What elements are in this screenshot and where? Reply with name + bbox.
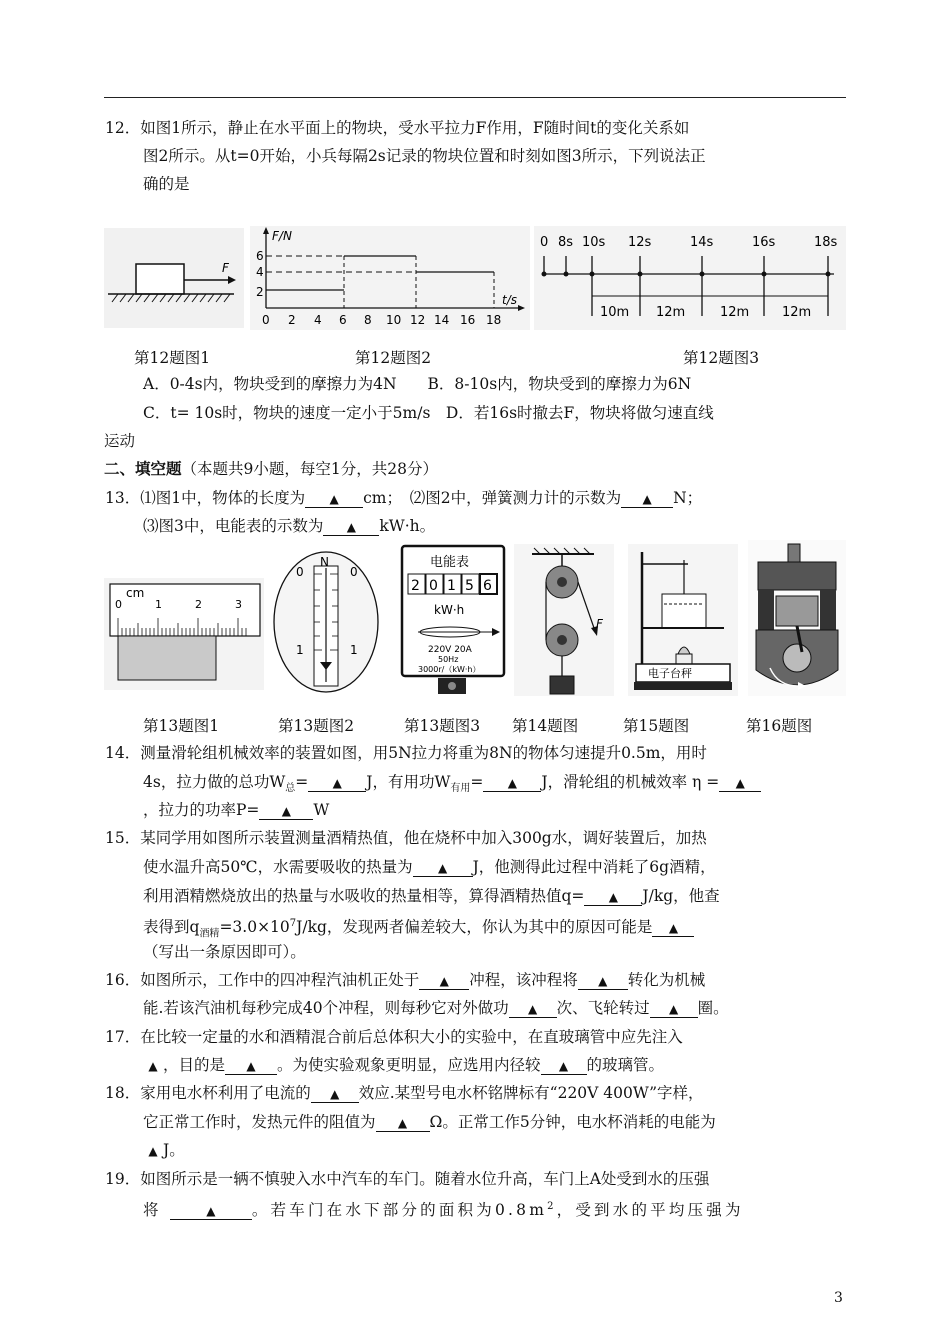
meter-rating: 220V 20A xyxy=(428,645,472,655)
distance-label: 12m xyxy=(782,305,812,320)
time-label: 12s xyxy=(628,235,652,250)
ruler-tick: 3 xyxy=(235,598,242,611)
beaker xyxy=(662,594,706,628)
force-label: F xyxy=(222,261,229,275)
xtick: 14 xyxy=(434,313,450,327)
caption-q16-fig: 第16题图 xyxy=(746,717,813,735)
xtick: 10 xyxy=(386,313,402,327)
q12-figure3 xyxy=(534,226,846,330)
q13-blank-spring[interactable]: ▲ xyxy=(621,490,673,508)
q16-line1 xyxy=(105,970,705,990)
q15-text: =3.0×10 xyxy=(219,918,290,937)
q18-text: 它正常工作时，发热元件的阻值为 xyxy=(143,1113,376,1131)
caption-q12-fig2: 第12题图2 xyxy=(355,349,432,367)
q14-line2 xyxy=(143,772,761,799)
q17-blank-diameter[interactable]: ▲ xyxy=(541,1057,587,1075)
meter-unit: kW·h xyxy=(434,603,465,617)
caption-q15-fig: 第15题图 xyxy=(623,717,690,735)
q18-text: Ω。正常工作5分钟，电水杯消耗的电能为 xyxy=(429,1113,716,1131)
q18-text: 效应.某型号电水杯铭牌标有“220V 400W”字样， xyxy=(358,1084,704,1102)
ytick-6: 6 xyxy=(256,249,264,263)
page-number: 3 xyxy=(834,1290,843,1306)
q18-line3 xyxy=(143,1140,185,1160)
q17-line1: 17．在比较一定量的水和酒精混合前后总体积大小的实验中，在直玻璃管中应先注入 xyxy=(105,1028,683,1046)
q13-ruler-figure xyxy=(104,578,264,690)
q15-text: J/kg，发现两者偏差较大，你认为其中的原因可能是 xyxy=(296,918,653,937)
q12-options-ab: A．0-4s内，物块受到的摩擦力为4N B．8-10s内，物块受到的摩擦力为6N xyxy=(143,375,692,393)
xtick: 8 xyxy=(364,313,372,327)
q16-text: 能.若该汽油机每秒完成40个冲程，则每秒它对外做功 xyxy=(143,999,509,1017)
q14-pulley-figure xyxy=(514,544,614,696)
q19-text: ，受到水的平均压强为 xyxy=(556,1201,744,1220)
q12-options-cont: 运动 xyxy=(104,432,136,450)
q15-text: J，他测得此过程中消耗了6g酒精， xyxy=(472,858,716,876)
q18-line2 xyxy=(143,1112,716,1132)
spring-top-label: N xyxy=(320,555,329,569)
q16-engine-figure xyxy=(748,540,846,696)
q18-text: J。 xyxy=(163,1141,185,1159)
ytick-2: 2 xyxy=(256,285,264,299)
q16-blank-energy[interactable]: ▲ xyxy=(578,972,628,990)
q15-text: 表得到q xyxy=(143,918,200,937)
section2-title: 二、填空题 xyxy=(104,459,182,478)
q14-line1: 14．测量滑轮组机械效率的装置如图，用5N拉力将重为8N的物体匀速提升0.5m，用时 xyxy=(105,744,707,762)
f-axis-label: F/N xyxy=(272,229,292,243)
time-label: 0 xyxy=(540,235,549,250)
block xyxy=(136,264,184,294)
q15-blank-reason[interactable]: ▲ xyxy=(652,919,694,937)
q12-figure2 xyxy=(250,226,530,330)
superscript-2: 2 xyxy=(547,1201,557,1212)
q14-text: J，有用功W xyxy=(366,773,451,791)
q13-line1 xyxy=(105,488,702,508)
q19-line1: 19．如图所示是一辆不慎驶入水中汽车的车门。随着水位升高，车门上A处受到水的压强 xyxy=(105,1170,710,1188)
q13-text: cm； ⑵图2中，弹簧测力计的示数为 xyxy=(363,489,622,507)
meter-freq: 50Hz xyxy=(438,655,459,664)
q14-text: = xyxy=(470,773,484,791)
q13-spring-scale-figure xyxy=(270,550,382,695)
measured-object xyxy=(118,636,216,680)
q16-text: 圈。 xyxy=(697,999,729,1017)
scale-label: 电子台秤 xyxy=(648,667,692,680)
meter-constant: 3000r/（kW·h） xyxy=(418,665,481,674)
q13-text: 13．⑴图1中，物体的长度为 xyxy=(105,489,306,507)
cylinder-head xyxy=(758,562,836,590)
spark-plug xyxy=(788,544,800,562)
ytick-4: 4 xyxy=(256,265,264,279)
q15-text: 利用酒精燃烧放出的热量与水吸收的热量相等，算得酒精热值q= xyxy=(143,887,585,905)
q15-text: 使水温升高50℃，水需要吸收的热量为 xyxy=(143,858,413,876)
caption-q13-fig3: 第13题图3 xyxy=(404,717,481,735)
q16-text: 转化为机械 xyxy=(627,971,706,989)
subscript-total: 总 xyxy=(285,783,296,795)
q14-text: 4s，拉力做的总功W xyxy=(143,773,286,791)
q16-text: 次、飞轮转过 xyxy=(556,999,650,1017)
crankshaft xyxy=(783,644,811,672)
q12-line3: 确的是 xyxy=(143,175,190,193)
q17-text: ，目的是 xyxy=(163,1056,226,1074)
spring-right-0: 0 xyxy=(350,565,358,579)
q12-line2: 图2所示。从t=0开始，小兵每隔2s记录的物块位置和时刻如图3所示，下列说法正 xyxy=(143,147,706,165)
section2-desc: （本题共9小题，每空1分，共28分） xyxy=(181,460,438,478)
alcohol-lamp xyxy=(676,654,692,664)
piston xyxy=(776,596,818,626)
weight-block xyxy=(550,676,574,694)
superscript-7: 7 xyxy=(289,918,297,929)
xtick: 4 xyxy=(314,313,322,327)
q12-options-cd: C．t= 10s时，物块的速度一定小于5m/s D．若16s时撤去F，物块将做匀速直线 xyxy=(143,404,714,422)
q13-electric-meter-figure xyxy=(400,544,506,696)
time-label: 14s xyxy=(690,235,714,250)
time-label: 18s xyxy=(814,235,838,250)
q15-text: J/kg，他查 xyxy=(642,887,720,905)
q16-blank-stroke[interactable]: ▲ xyxy=(419,972,469,990)
q14-blank-power[interactable]: ▲ xyxy=(259,802,313,820)
pulley-force-label: F xyxy=(596,617,603,631)
q19-text: 将 xyxy=(143,1201,162,1220)
q14-text: W xyxy=(313,801,330,819)
q16-text: 16．如图所示，工作中的四冲程汽油机正处于 xyxy=(105,971,420,989)
q18-blank-effect[interactable]: ▲ xyxy=(311,1085,359,1103)
q14-text: ，拉力的功率P= xyxy=(143,801,260,819)
q13-text: N； xyxy=(673,489,703,507)
subscript-alcohol: 酒精 xyxy=(199,928,220,940)
q19-line2 xyxy=(143,1197,744,1220)
q18-text: 18．家用电水杯利用了电流的 xyxy=(105,1084,311,1102)
q13-text: kW·h。 xyxy=(379,517,436,535)
q16-text: 冲程，该冲程将 xyxy=(469,971,578,989)
meter-digit: 0 xyxy=(429,578,438,594)
q15-line4 xyxy=(143,914,694,944)
time-label: 8s xyxy=(558,235,574,250)
q12-line1: 12．如图1所示，静止在水平面上的物块，受水平拉力F作用，F随时间t的变化关系如 xyxy=(105,119,690,137)
q14-blank-efficiency[interactable]: ▲ xyxy=(719,774,761,792)
q15-line1: 15．某同学用如图所示装置测量酒精热值，他在烧杯中加入300g水，调好装置后，加热 xyxy=(105,829,707,847)
time-label: 10s xyxy=(582,235,606,250)
header-rule xyxy=(104,97,846,98)
meter-digit: 6 xyxy=(483,578,492,594)
t-axis-label: t/s xyxy=(502,293,517,307)
q13-blank-meter[interactable]: ▲ xyxy=(323,518,379,536)
meter-digit: 5 xyxy=(465,578,474,594)
spring-left-1: 1 xyxy=(296,643,304,657)
caption-q13-fig2: 第13题图2 xyxy=(278,717,355,735)
ruler-tick: 1 xyxy=(155,598,162,611)
ruler-tick: 0 xyxy=(115,598,122,611)
q17-line2 xyxy=(143,1055,664,1075)
meter-digit: 2 xyxy=(411,578,420,594)
q13-blank-length[interactable]: ▲ xyxy=(305,490,363,508)
q14-blank-useful-work[interactable]: ▲ xyxy=(483,774,541,792)
q13-text: ⑶图3中，电能表的示数为 xyxy=(143,517,324,535)
q17-blank-purpose[interactable]: ▲ xyxy=(225,1057,277,1075)
caption-q12-fig3: 第12题图3 xyxy=(683,349,760,367)
ruler-unit: cm xyxy=(126,586,145,600)
xtick: 12 xyxy=(410,313,426,327)
q17-blank-first[interactable]: ▲ xyxy=(148,1059,158,1073)
q15-line2 xyxy=(143,857,716,877)
q19-blank-pressure[interactable]: ▲ xyxy=(170,1202,252,1220)
q17-text: 。为使实验观象更明显，应选用内径较 xyxy=(277,1056,541,1074)
time-label: 16s xyxy=(752,235,776,250)
q12-figure1 xyxy=(104,228,244,328)
distance-label: 10m xyxy=(600,305,630,320)
caption-q13-fig1: 第13题图1 xyxy=(143,717,220,735)
q16-blank-turns[interactable]: ▲ xyxy=(650,1000,698,1018)
caption-q14-fig: 第14题图 xyxy=(512,717,579,735)
q19-text: 。若车门在水下部分的面积为0.8m xyxy=(251,1201,548,1220)
ruler-tick: 2 xyxy=(195,598,202,611)
q15-blank-heat-value[interactable]: ▲ xyxy=(584,888,642,906)
q16-blank-work-times[interactable]: ▲ xyxy=(509,1000,557,1018)
q15-line3 xyxy=(143,886,720,906)
meter-digit: 1 xyxy=(447,578,456,594)
q16-line2 xyxy=(143,998,729,1018)
q17-text: 的玻璃管。 xyxy=(586,1056,665,1074)
xtick: 6 xyxy=(339,313,347,327)
q15-blank-heat[interactable]: ▲ xyxy=(413,859,473,877)
xtick: 2 xyxy=(288,313,296,327)
q14-blank-total-work[interactable]: ▲ xyxy=(308,774,366,792)
q14-text: J，滑轮组的机械效率 η = xyxy=(541,773,720,791)
spring-right-1: 1 xyxy=(350,643,358,657)
q18-blank-resistance[interactable]: ▲ xyxy=(376,1114,430,1132)
distance-label: 12m xyxy=(656,305,686,320)
q18-blank-energy[interactable]: ▲ xyxy=(148,1144,158,1158)
section2-heading xyxy=(104,459,438,479)
subscript-useful: 有用 xyxy=(450,783,471,795)
q14-line3 xyxy=(143,800,329,820)
q14-text: = xyxy=(295,773,309,791)
xtick: 18 xyxy=(486,313,502,327)
meter-title: 电能表 xyxy=(430,555,470,570)
q15-line5: （写出一条原因即可）。 xyxy=(143,943,306,961)
caption-q12-fig1: 第12题图1 xyxy=(134,349,211,367)
q15-heating-figure xyxy=(628,544,738,696)
spring-left-0: 0 xyxy=(296,565,304,579)
distance-label: 12m xyxy=(720,305,750,320)
xtick: 0 xyxy=(262,313,270,327)
xtick: 16 xyxy=(460,313,476,327)
q18-line1 xyxy=(105,1083,704,1103)
q13-line2 xyxy=(143,516,435,536)
